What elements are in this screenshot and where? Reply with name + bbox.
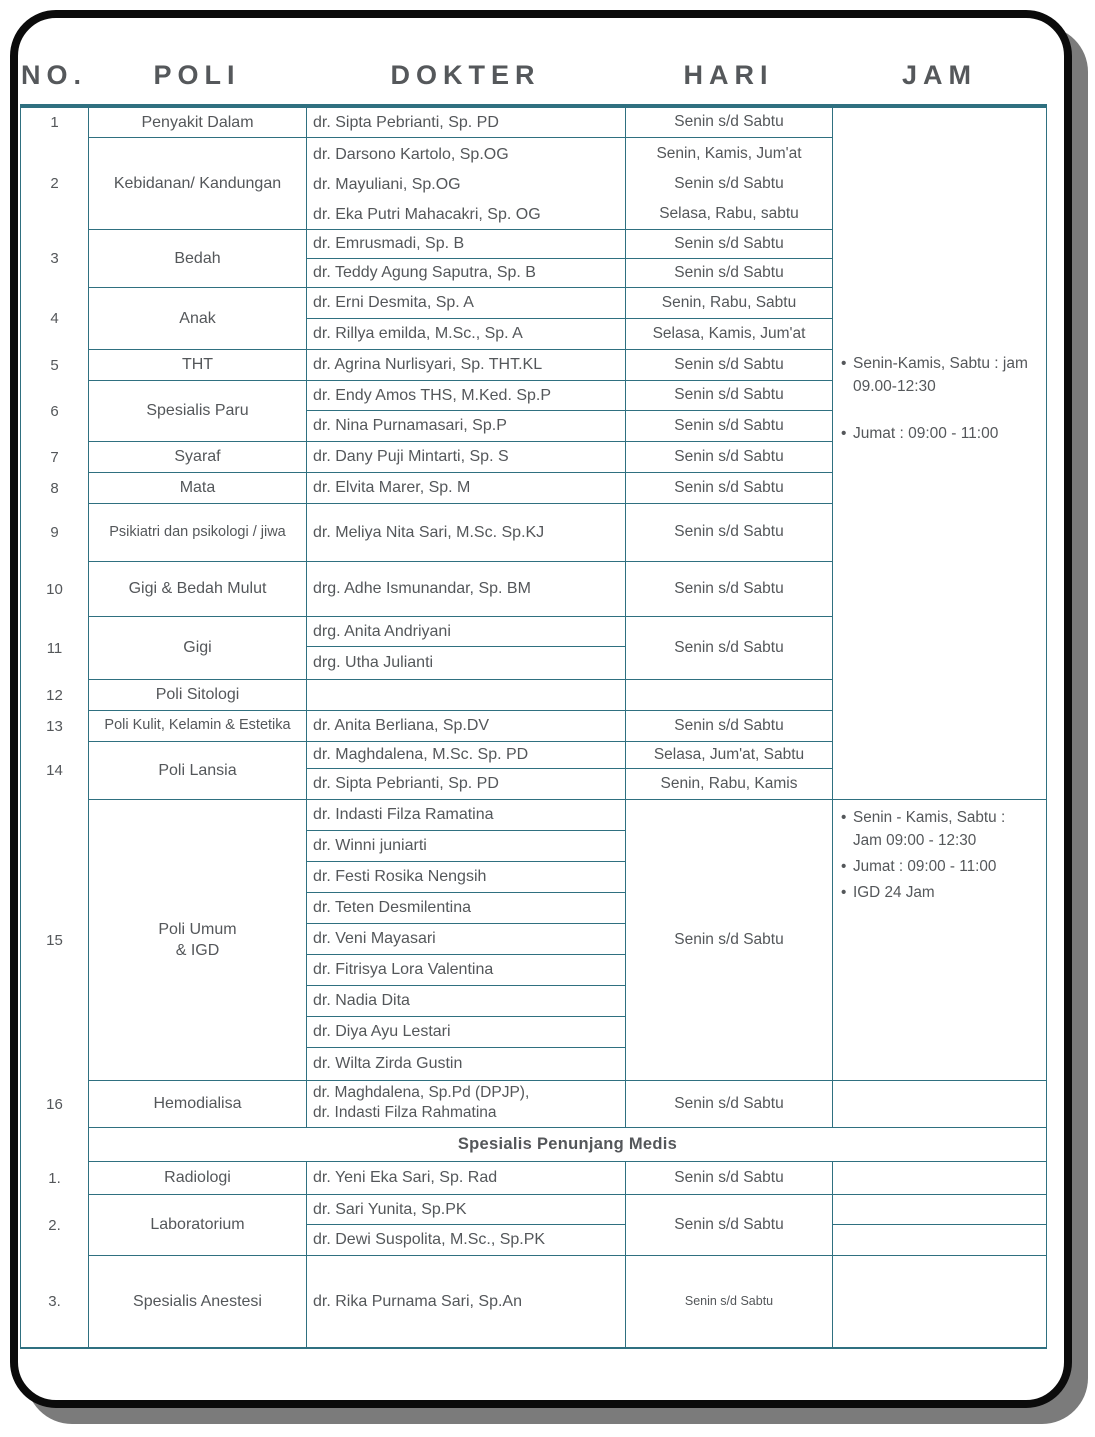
dokter-cell: dr. Nadia Dita <box>307 986 626 1017</box>
poli-cell: Anak <box>89 288 307 350</box>
no-cell: 4 <box>21 288 89 350</box>
dokter-cell: dr. Endy Amos THS, M.Ked. Sp.P <box>307 381 626 411</box>
hari-line: Senin s/d Sabtu <box>674 174 784 192</box>
jam-note-line: 09.00-12:30 <box>853 377 936 395</box>
dokter-line: dr. Mayuliani, Sp.OG <box>313 176 461 193</box>
poli-line: Poli Umum <box>158 921 237 938</box>
dokter-cell: dr. Dany Puji Mintarti, Sp. S <box>307 442 626 473</box>
dokter-cell: dr. Teten Desmilentina <box>307 893 626 924</box>
poli-cell: Laboratorium <box>89 1195 307 1256</box>
hari-cell-empty <box>626 680 833 711</box>
jam-note-item <box>841 856 996 879</box>
dokter-line: dr. Darsono Kartolo, Sp.OG <box>313 146 509 163</box>
dokter-cell <box>307 1081 626 1128</box>
poli-cell: Hemodialisa <box>89 1081 307 1128</box>
dokter-cell: dr. Sari Yunita, Sp.PK <box>307 1195 626 1225</box>
no-cell: 10 <box>21 562 89 617</box>
no-cell: 1 <box>21 108 89 138</box>
poli-cell: Syaraf <box>89 442 307 473</box>
no-cell: 7 <box>21 442 89 473</box>
no-cell: 14 <box>21 742 89 800</box>
no-cell: 15 <box>21 800 89 1081</box>
jam-cell-empty <box>833 1225 1046 1256</box>
hari-cell: Senin s/d Sabtu <box>626 1081 833 1128</box>
poli-cell: Kebidanan/ Kandungan <box>89 138 307 230</box>
dokter-cell: dr. Yeni Eka Sari, Sp. Rad <box>307 1162 626 1195</box>
no-cell: 6 <box>21 381 89 442</box>
hari-cell: Senin s/d Sabtu <box>626 259 833 288</box>
hari-cell: Senin, Rabu, Sabtu <box>626 288 833 319</box>
no-cell: 8 <box>21 473 89 504</box>
hari-cell: Selasa, Jum'at, Sabtu <box>626 742 833 769</box>
section-title: Spesialis Penunjang Medis <box>89 1128 1046 1162</box>
dokter-cell: dr. Erni Desmita, Sp. A <box>307 288 626 319</box>
no-cell: 5 <box>21 350 89 381</box>
poli-line: & IGD <box>175 942 220 959</box>
dokter-cell: dr. Festi Rosika Nengsih <box>307 862 626 893</box>
jam-note-line: • Jumat : 09:00 - 11:00 <box>853 857 997 875</box>
jam-cell-empty <box>833 1162 1046 1195</box>
dokter-cell: dr. Dewi Suspolita, M.Sc., Sp.PK <box>307 1225 626 1256</box>
no-cell: 13 <box>21 711 89 742</box>
jam-notes-main <box>833 108 1046 800</box>
jam-note-item <box>841 352 1028 399</box>
hari-cell: Senin s/d Sabtu <box>626 1162 833 1195</box>
jam-note-item <box>841 422 998 445</box>
poli-cell <box>89 800 307 1081</box>
hari-cell: Senin s/d Sabtu <box>626 1256 833 1347</box>
dokter-cell: dr. Anita Berliana, Sp.DV <box>307 711 626 742</box>
poli-cell: Radiologi <box>89 1162 307 1195</box>
column-header-no: NO. <box>20 59 87 90</box>
dokter-cell: dr. Sipta Pebrianti, Sp. PD <box>307 108 626 138</box>
jam-note-line: • Senin - Kamis, Sabtu : <box>853 809 1006 826</box>
poli-cell: Bedah <box>89 230 307 288</box>
schedule-table <box>20 104 1047 1349</box>
dokter-cell: dr. Winni juniarti <box>307 831 626 862</box>
no-cell: 3. <box>21 1256 89 1347</box>
no-cell: 9 <box>21 504 89 562</box>
dokter-cell: dr. Veni Mayasari <box>307 924 626 955</box>
dokter-cell: dr. Rika Purnama Sari, Sp.An <box>307 1256 626 1347</box>
hari-cell: Senin s/d Sabtu <box>626 504 833 562</box>
jam-note-item <box>841 882 935 905</box>
dokter-cell: drg. Anita Andriyani <box>307 617 626 647</box>
no-cell: 3 <box>21 230 89 288</box>
hari-cell: Senin s/d Sabtu <box>626 230 833 259</box>
dokter-line: dr. Maghdalena, Sp.Pd (DPJP), <box>313 1084 530 1101</box>
dokter-cell <box>307 138 626 230</box>
dokter-cell-empty <box>307 680 626 711</box>
hari-cell <box>626 138 833 230</box>
jam-cell-empty <box>833 1256 1046 1347</box>
dokter-cell: dr. Fitrisya Lora Valentina <box>307 955 626 986</box>
hari-cell: Senin, Rabu, Kamis <box>626 769 833 800</box>
hari-cell: Senin s/d Sabtu <box>626 473 833 504</box>
dokter-cell: dr. Nina Purnamasari, Sp.P <box>307 411 626 442</box>
poli-cell: Gigi <box>89 617 307 680</box>
jam-notes-igd <box>833 800 1046 1081</box>
dokter-cell: dr. Maghdalena, M.Sc. Sp. PD <box>307 742 626 769</box>
dokter-cell: dr. Agrina Nurlisyari, Sp. THT.KL <box>307 350 626 381</box>
hari-cell: Senin s/d Sabtu <box>626 411 833 442</box>
poli-cell: THT <box>89 350 307 381</box>
no-cell: 16 <box>21 1081 89 1128</box>
dokter-cell: dr. Meliya Nita Sari, M.Sc. Sp.KJ <box>307 504 626 562</box>
column-header-dokter: DOKTER <box>390 59 541 90</box>
table-header <box>20 52 1047 98</box>
dokter-cell: dr. Elvita Marer, Sp. M <box>307 473 626 504</box>
column-header-hari: HARI <box>683 59 774 90</box>
hari-line: Selasa, Rabu, sabtu <box>659 204 799 222</box>
dokter-cell: dr. Emrusmadi, Sp. B <box>307 230 626 259</box>
dokter-cell: drg. Utha Julianti <box>307 647 626 680</box>
dokter-cell: dr. Sipta Pebrianti, Sp. PD <box>307 769 626 800</box>
dokter-cell: dr. Wilta Zirda Gustin <box>307 1048 626 1081</box>
dokter-cell: dr. Teddy Agung Saputra, Sp. B <box>307 259 626 288</box>
hari-cell: Senin s/d Sabtu <box>626 442 833 473</box>
poli-cell: Poli Kulit, Kelamin & Estetika <box>89 711 307 742</box>
hari-line: Senin, Kamis, Jum'at <box>656 144 802 162</box>
jam-note-item <box>841 807 1005 853</box>
hari-cell: Senin s/d Sabtu <box>626 562 833 617</box>
no-cell: 1. <box>21 1162 89 1195</box>
poli-cell: Spesialis Anestesi <box>89 1256 307 1347</box>
no-cell: 2. <box>21 1195 89 1256</box>
hari-cell: Senin s/d Sabtu <box>626 381 833 411</box>
poli-cell: Psikiatri dan psikologi / jiwa <box>89 504 307 562</box>
column-header-jam: JAM <box>901 59 977 90</box>
no-cell: 11 <box>21 617 89 680</box>
poli-cell: Poli Sitologi <box>89 680 307 711</box>
no-cell-empty <box>21 1128 89 1162</box>
jam-note-line: • Jumat : 09:00 - 11:00 <box>853 425 999 443</box>
dokter-line: dr. Indasti Filza Rahmatina <box>313 1104 497 1121</box>
dokter-cell: dr. Indasti Filza Ramatina <box>307 800 626 831</box>
hari-cell: Senin s/d Sabtu <box>626 617 833 680</box>
hari-cell: Senin s/d Sabtu <box>626 108 833 138</box>
no-cell: 12 <box>21 680 89 711</box>
dokter-line: dr. Eka Putri Mahacakri, Sp. OG <box>313 206 541 223</box>
hari-cell: Selasa, Kamis, Jum'at <box>626 319 833 350</box>
poli-cell: Spesialis Paru <box>89 381 307 442</box>
poli-cell: Penyakit Dalam <box>89 108 307 138</box>
hari-cell: Senin s/d Sabtu <box>626 1195 833 1256</box>
jam-note-line: • Senin-Kamis, Sabtu : jam <box>853 354 1028 372</box>
dokter-cell: dr. Rillya emilda, M.Sc., Sp. A <box>307 319 626 350</box>
poli-cell: Gigi & Bedah Mulut <box>89 562 307 617</box>
poli-cell: Poli Lansia <box>89 742 307 800</box>
hari-cell: Senin s/d Sabtu <box>626 711 833 742</box>
poli-cell: Mata <box>89 473 307 504</box>
hari-cell: Senin s/d Sabtu <box>626 800 833 1081</box>
dokter-cell: drg. Adhe Ismunandar, Sp. BM <box>307 562 626 617</box>
jam-cell-empty <box>833 1081 1046 1128</box>
jam-note-line: Jam 09:00 - 12:30 <box>853 831 977 849</box>
column-header-poli: POLI <box>153 59 241 90</box>
hari-cell: Senin s/d Sabtu <box>626 350 833 381</box>
jam-cell-empty <box>833 1195 1046 1225</box>
no-cell: 2 <box>21 138 89 230</box>
dokter-cell: dr. Diya Ayu Lestari <box>307 1017 626 1048</box>
jam-note-line: • IGD 24 Jam <box>853 883 935 901</box>
